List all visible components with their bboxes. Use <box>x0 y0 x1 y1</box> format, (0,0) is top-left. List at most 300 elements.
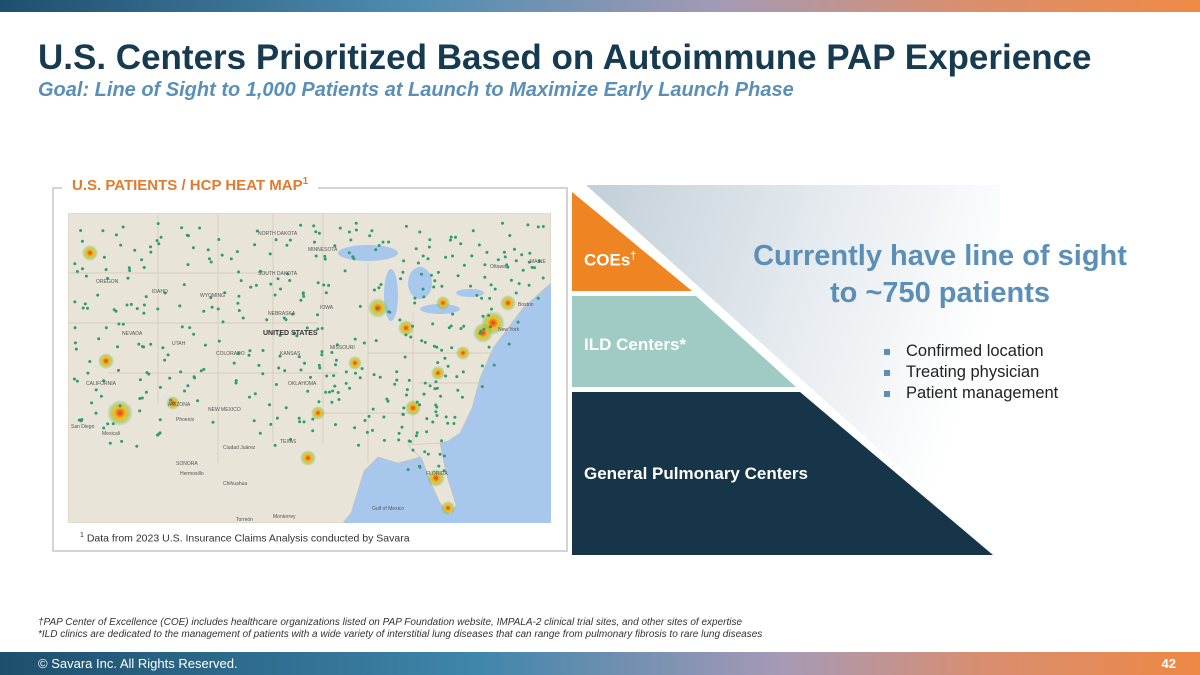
patient-dot <box>198 227 201 230</box>
patient-dot <box>413 302 416 305</box>
patient-dot <box>478 244 481 247</box>
patient-dot <box>95 412 98 415</box>
svg-text:NEBRASKA: NEBRASKA <box>268 311 296 317</box>
patient-dot <box>156 239 159 242</box>
patient-dot <box>415 247 418 250</box>
patient-dot <box>334 423 337 426</box>
patient-dot <box>187 263 190 266</box>
patient-dot <box>120 440 123 443</box>
coe-tier-label: COEs† <box>584 250 637 270</box>
patient-dot <box>130 303 133 306</box>
patient-dot <box>451 313 454 316</box>
patient-dot <box>422 288 425 291</box>
lake-superior <box>338 245 398 261</box>
patient-dot <box>368 415 371 418</box>
patient-dot <box>416 431 419 434</box>
patient-dot <box>433 279 436 282</box>
patient-dot <box>425 430 428 433</box>
patient-dot <box>274 294 277 297</box>
patient-dot <box>157 222 160 225</box>
patient-dot <box>249 286 252 289</box>
patient-dot <box>317 281 320 284</box>
patient-dot <box>303 362 306 365</box>
patient-dot <box>459 242 462 245</box>
patient-dot <box>370 229 373 232</box>
patient-dot <box>128 266 131 269</box>
patient-dot <box>285 318 288 321</box>
footnote-coe: †PAP Center of Excellence (COE) includes healthcare organizations listed on PAP Foundation website, IMPALA-2 clinical trial sites, and other sites of expertise <box>38 617 743 628</box>
patient-dot <box>436 387 439 390</box>
patient-dot <box>128 269 131 272</box>
patient-dot <box>86 372 89 375</box>
patient-dot <box>377 286 380 289</box>
patient-dot <box>298 420 301 423</box>
patient-dot <box>398 319 401 322</box>
patient-dot <box>449 239 452 242</box>
patient-dot <box>186 384 189 387</box>
patient-dot <box>159 418 162 421</box>
patient-dot <box>424 341 427 344</box>
patient-dot <box>363 342 366 345</box>
patient-dot <box>299 224 302 227</box>
patient-dot <box>248 354 251 357</box>
patient-dot <box>217 308 220 311</box>
patient-dot <box>366 431 369 434</box>
patient-dot <box>269 252 272 255</box>
patient-dot <box>437 465 440 468</box>
patient-dot <box>490 283 493 286</box>
patient-dot <box>119 404 122 407</box>
bullet-item: Treating physician <box>884 362 1058 383</box>
patient-dot <box>443 357 446 360</box>
patient-dot <box>109 442 112 445</box>
patient-dot <box>354 338 357 341</box>
patient-dot <box>102 427 105 430</box>
patient-dot <box>136 307 139 310</box>
patient-dot <box>387 241 390 244</box>
patient-dot <box>349 239 352 242</box>
patient-dot <box>143 266 146 269</box>
patient-dot <box>508 234 511 237</box>
patient-dot <box>412 449 415 452</box>
svg-text:Boston: Boston <box>518 302 534 308</box>
patient-dot <box>457 274 460 277</box>
patient-dot <box>306 326 309 329</box>
patient-dot <box>311 418 314 421</box>
patient-dot <box>149 343 152 346</box>
patient-dot <box>463 264 466 267</box>
patient-dot <box>427 453 430 456</box>
patient-dot <box>126 304 129 307</box>
patient-dot <box>320 353 323 356</box>
patient-dot <box>316 313 319 316</box>
patient-dot <box>300 369 303 372</box>
patient-dot <box>202 368 205 371</box>
svg-text:Monterrey: Monterrey <box>273 514 296 520</box>
patient-dot <box>283 369 286 372</box>
patient-dot <box>469 285 472 288</box>
patient-dot <box>161 346 164 349</box>
patient-dot <box>288 279 291 282</box>
patient-dot <box>361 367 364 370</box>
patient-dot <box>504 255 507 258</box>
svg-text:UTAH: UTAH <box>172 341 186 347</box>
patient-dot <box>428 238 431 241</box>
patient-dot <box>380 283 383 286</box>
patient-dot <box>448 326 451 329</box>
patient-dot <box>269 283 272 286</box>
patient-dot <box>335 359 338 362</box>
patient-dot <box>345 370 348 373</box>
patient-dot <box>325 291 328 294</box>
patient-dot <box>75 348 78 351</box>
patient-dot <box>515 259 518 262</box>
patient-dot <box>334 363 337 366</box>
patient-dot <box>397 438 400 441</box>
patient-dot <box>401 426 404 429</box>
patient-dot <box>262 349 265 352</box>
heat-map-footnote: $^1$ Data from 2023 U.S. Insurance Claims Analysis conducted by Savara <box>80 532 410 545</box>
patient-dot <box>378 244 381 247</box>
patient-dot <box>418 465 421 468</box>
patient-dot <box>415 434 418 437</box>
patient-dot <box>526 223 529 226</box>
patient-dot <box>317 400 320 403</box>
map-country-label: UNITED STATES <box>263 330 318 337</box>
patient-dot <box>101 229 104 232</box>
patient-dot <box>253 243 256 246</box>
svg-text:NORTH DAKOTA: NORTH DAKOTA <box>258 231 298 237</box>
patient-dot <box>133 249 136 252</box>
patient-dot <box>168 377 171 380</box>
patient-dot <box>141 397 144 400</box>
patient-dot <box>211 306 214 309</box>
patient-dot <box>157 242 160 245</box>
patient-dot <box>348 387 351 390</box>
patient-dot <box>503 251 506 254</box>
lake-huron <box>408 267 432 299</box>
patient-dot <box>432 286 435 289</box>
copyright-text: © Savara Inc. All Rights Reserved. <box>38 656 238 671</box>
patient-dot <box>82 307 85 310</box>
patient-dot <box>422 295 425 298</box>
heat-map-label-footnote-mark: 1 <box>302 176 309 187</box>
patient-dot <box>74 341 77 344</box>
patient-dot <box>453 416 456 419</box>
patient-dot <box>537 225 540 228</box>
patient-dot <box>450 346 453 349</box>
patient-dot <box>142 346 145 349</box>
patient-dot <box>483 328 486 331</box>
line-of-sight-callout: Currently have line of sight to ~750 patients <box>753 240 1127 309</box>
patient-dot <box>434 404 437 407</box>
patient-dot <box>330 401 333 404</box>
patient-dot <box>275 238 278 241</box>
patient-dot <box>269 423 272 426</box>
page-number: 42 <box>1161 656 1176 671</box>
patient-dot <box>450 236 453 239</box>
patient-dot <box>76 380 79 383</box>
patient-dot <box>411 325 414 328</box>
patient-dot <box>318 232 321 235</box>
patient-dot <box>456 389 459 392</box>
svg-text:OKLAHOMA: OKLAHOMA <box>288 381 317 387</box>
patient-dot <box>147 373 150 376</box>
patient-dot <box>431 322 434 325</box>
patient-dot <box>233 362 236 365</box>
patient-dot <box>81 240 84 243</box>
patient-dot <box>221 254 224 257</box>
callout-bullets <box>884 341 1058 404</box>
patient-dot <box>179 370 182 373</box>
patient-dot <box>105 268 108 271</box>
svg-text:Phoenix: Phoenix <box>176 417 195 423</box>
patient-dot <box>105 326 108 329</box>
patient-dot <box>387 310 390 313</box>
patient-dot <box>489 325 492 328</box>
patient-dot <box>253 419 256 422</box>
patient-dot <box>515 292 518 295</box>
patient-dot <box>510 279 513 282</box>
patient-dot <box>261 372 264 375</box>
patient-dot <box>338 398 341 401</box>
patient-dot <box>428 246 431 249</box>
patient-dot <box>348 231 351 234</box>
patient-dot <box>404 333 407 336</box>
patient-dot <box>425 417 428 420</box>
patient-dot <box>387 400 390 403</box>
patient-dot <box>481 385 484 388</box>
patient-dot <box>200 369 203 372</box>
patient-dot <box>143 304 146 307</box>
patient-dot <box>520 253 523 256</box>
patient-dot <box>237 271 240 274</box>
patient-dot <box>324 391 327 394</box>
patient-dot <box>354 372 357 375</box>
patient-dot <box>302 295 305 298</box>
patient-dot <box>208 257 211 260</box>
patient-dot <box>96 294 99 297</box>
svg-text:Gulf of Mexico: Gulf of Mexico <box>372 506 404 512</box>
patient-dot <box>408 379 411 382</box>
patient-dot <box>345 382 348 385</box>
patient-dot <box>324 258 327 261</box>
patient-dot <box>382 416 385 419</box>
patient-dot <box>508 343 511 346</box>
ild-tier-label: ILD Centers* <box>584 335 687 354</box>
patient-dot <box>159 386 162 389</box>
patient-dot <box>306 390 309 393</box>
patient-dot <box>435 346 438 349</box>
patient-dot <box>254 392 257 395</box>
patient-dot <box>351 255 354 258</box>
patient-dot <box>139 378 142 381</box>
patient-dot <box>274 444 277 447</box>
patient-dot <box>311 429 314 432</box>
patient-dot <box>332 374 335 377</box>
patient-dot <box>409 440 412 443</box>
patient-dot <box>528 284 531 287</box>
patient-dot <box>431 421 434 424</box>
patient-dot <box>439 395 442 398</box>
svg-text:NEVADA: NEVADA <box>122 331 143 337</box>
patient-dot <box>78 419 81 422</box>
patient-dot <box>156 434 159 437</box>
patient-dot <box>383 439 386 442</box>
patient-dot <box>212 421 215 424</box>
patient-dot <box>127 277 130 280</box>
patient-dot <box>440 439 443 442</box>
patient-dot <box>375 339 378 342</box>
patient-dot <box>145 295 148 298</box>
patient-dot <box>217 238 220 241</box>
patient-dot <box>374 248 377 251</box>
patient-dot <box>248 349 251 352</box>
patient-dot <box>236 302 239 305</box>
patient-dot <box>437 271 440 274</box>
patient-dot <box>117 369 120 372</box>
svg-text:KANSAS: KANSAS <box>280 351 301 357</box>
patient-dot <box>309 376 312 379</box>
patient-dot <box>97 337 100 340</box>
bullet-item: Patient management <box>884 383 1058 404</box>
patient-dot <box>88 360 91 363</box>
svg-text:Ottawa: Ottawa <box>490 264 506 270</box>
patient-dot <box>368 234 371 237</box>
page-subtitle: Goal: Line of Sight to 1,000 Patients at Launch to Maximize Early Launch Phase <box>38 79 794 101</box>
svg-text:IOWA: IOWA <box>320 305 334 311</box>
patient-dot <box>188 326 191 329</box>
patient-dot <box>518 282 521 285</box>
patient-dot <box>117 323 120 326</box>
lake-ontario <box>456 289 484 297</box>
patient-dot <box>418 231 421 234</box>
svg-text:ARIZONA: ARIZONA <box>168 402 191 408</box>
patient-dot <box>445 415 448 418</box>
patient-dot <box>330 351 333 354</box>
patient-dot <box>480 297 483 300</box>
patient-dot <box>180 226 183 229</box>
patient-dot <box>207 248 210 251</box>
patient-dot <box>315 255 318 258</box>
patient-dot <box>402 259 405 262</box>
patient-dot <box>451 255 454 258</box>
patient-dot <box>528 252 531 255</box>
patient-dot <box>277 277 280 280</box>
patient-dot <box>145 391 148 394</box>
patient-dot <box>236 250 239 253</box>
svg-text:MINNESOTA: MINNESOTA <box>308 247 338 253</box>
patient-dot <box>100 395 103 398</box>
patient-dot <box>230 257 233 260</box>
patient-dot <box>439 453 442 456</box>
patient-dot <box>113 308 116 311</box>
patient-dot <box>393 383 396 386</box>
patient-dot <box>73 262 76 265</box>
patient-dot <box>73 300 76 303</box>
patient-dot <box>344 269 347 272</box>
svg-text:FLORIDA: FLORIDA <box>426 471 448 477</box>
patient-dot <box>440 285 443 288</box>
patient-dot <box>298 417 301 420</box>
patient-dot <box>218 340 221 343</box>
patient-dot <box>420 273 423 276</box>
patient-dot <box>276 417 279 420</box>
patient-dot <box>115 233 118 236</box>
patient-dot <box>423 450 426 453</box>
patient-dot <box>339 227 342 230</box>
page-title: U.S. Centers Prioritized Based on Autoimmune PAP Experience <box>38 38 1092 77</box>
svg-text:SOUTH DAKOTA: SOUTH DAKOTA <box>258 271 298 277</box>
patient-dot <box>436 361 439 364</box>
patient-dot <box>204 344 207 347</box>
patient-dot <box>373 373 376 376</box>
patient-dot <box>348 251 351 254</box>
patient-dot <box>427 257 430 260</box>
patient-dot <box>434 380 437 383</box>
svg-text:TEXAS: TEXAS <box>280 439 297 445</box>
patient-dot <box>275 383 278 386</box>
patient-dot <box>95 388 98 391</box>
patient-dot <box>434 410 437 413</box>
patient-dot <box>277 367 280 370</box>
patient-dot <box>522 269 525 272</box>
patient-dot <box>355 222 358 225</box>
patient-dot <box>497 258 500 261</box>
patient-dot <box>318 364 321 367</box>
patient-dot <box>440 349 443 352</box>
patient-dot <box>443 455 446 458</box>
patient-dot <box>119 244 122 247</box>
patient-dot <box>312 224 315 227</box>
patient-dot <box>487 314 490 317</box>
svg-text:NEW MEXICO: NEW MEXICO <box>208 407 241 413</box>
patient-dot <box>475 294 478 297</box>
patient-dot <box>373 289 376 292</box>
patient-dot <box>409 336 412 339</box>
patient-dot <box>401 271 404 274</box>
svg-text:Hermosillo: Hermosillo <box>180 471 204 477</box>
patient-dot <box>90 401 93 404</box>
patient-dot <box>513 248 516 251</box>
patient-dot <box>418 403 421 406</box>
patient-dot <box>240 279 243 282</box>
patient-dot <box>138 409 141 412</box>
patient-dot <box>106 422 109 425</box>
patient-dot <box>331 390 334 393</box>
patient-dot <box>122 226 125 229</box>
patient-dot <box>399 277 402 280</box>
patient-dot <box>192 333 195 336</box>
us-heat-map-graphic <box>68 213 551 523</box>
patient-dot <box>398 432 401 435</box>
patient-dot <box>186 234 189 237</box>
patient-dot <box>501 222 504 225</box>
patient-dot <box>355 229 358 232</box>
patient-dot <box>86 307 89 310</box>
patient-dot <box>481 364 484 367</box>
patient-dot <box>372 408 375 411</box>
patient-dot <box>167 353 170 356</box>
patient-dot <box>314 230 317 233</box>
patient-dot <box>488 346 491 349</box>
patient-dot <box>142 312 145 315</box>
patient-dot <box>248 396 251 399</box>
patient-dot <box>460 327 463 330</box>
patient-dot <box>470 254 473 257</box>
patient-dot <box>359 376 362 379</box>
patient-dot <box>140 258 143 261</box>
